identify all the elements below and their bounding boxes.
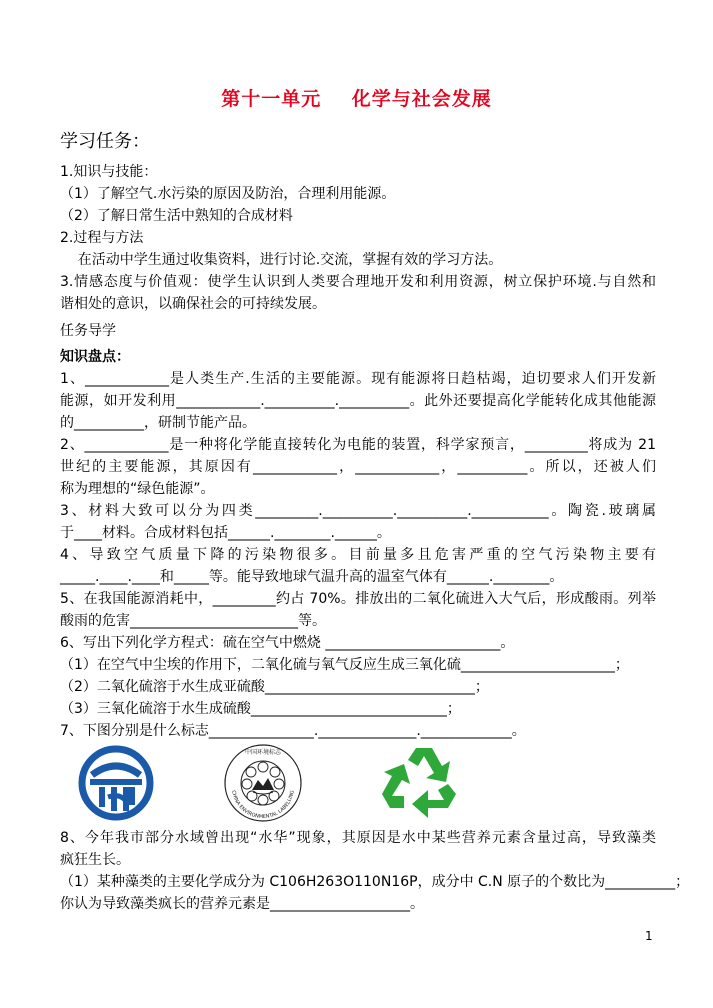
section-heading: 知识盘点： xyxy=(60,349,130,365)
text-line: 7、下图分别是什么标志_______________.______________._____________。 xyxy=(60,723,526,739)
text-line: 于____材料。合成材料包括______.________.______。 xyxy=(60,525,391,541)
recycling-icon xyxy=(380,742,464,824)
text-line: 8、今年我市部分水域曾出现“水华”现象，其原因是水中某些营养元素含量过高，导致藻类 xyxy=(60,830,656,846)
text-line: （1）某种藻类的主要化学成分为 C106H263O110N16P，成分中 C.N 原子的个数比为__________； xyxy=(60,874,690,890)
page-number: 1 xyxy=(645,929,653,943)
text-line: （1）在空气中尘埃的作用下，二氧化硫与氧气反应生成三氧化硫______________________； xyxy=(60,657,629,673)
text-line: 3.情感态度与价值观：使学生认识到人类要合理地开发和利用资源，树立保护环境.与自然和 xyxy=(60,274,656,290)
text-line: 2.过程与方法 xyxy=(60,230,144,246)
text-line: 2、____________是一种将化学能直接转化为电能的装置，科学家预言，_________将成为 21 xyxy=(60,437,656,453)
water-saving-icon xyxy=(78,745,154,821)
text-line: 1、____________是人类生产.生活的主要能源。现有能源将日趋枯竭，迫切要求人们开发新 xyxy=(60,371,656,387)
text-line: （3）三氧化硫溶于水生成硫酸____________________________； xyxy=(60,701,461,717)
text-line: （1）了解空气.水污染的原因及防治，合理利用能源。 xyxy=(60,186,396,202)
text-line: 的__________，研制节能产品。 xyxy=(60,415,256,431)
text-line: 疯狂生长。 xyxy=(60,852,130,868)
text-line: 你认为导致藻类疯长的营养元素是____________________。 xyxy=(60,896,424,912)
text-line: 称为理想的“绿色能源”。 xyxy=(60,481,215,497)
text-line: （2）了解日常生活中熟知的合成材料 xyxy=(60,208,293,224)
text-line: 酸雨的危害________________________等。 xyxy=(60,613,326,629)
seal-text-en-path: CHINA ENVIRONMENTAL LABELLING xyxy=(230,789,296,821)
environmental-label-icon xyxy=(222,742,304,824)
text-line: 能源，如开发利用____________.__________.__________。此外还要提高化学能转化成其他能源 xyxy=(60,393,656,409)
text-line: 1.知识与技能： xyxy=(60,164,158,180)
text-line: 5、在我国能源消耗中，_________约占 70%。排放出的二氧化硫进入大气后，形成酸雨。列举 xyxy=(60,591,656,607)
text-line: 6、写出下列化学方程式：硫在空气中燃烧 _________________________。 xyxy=(60,635,515,651)
text-line: （2）二氧化硫溶于水生成亚硫酸______________________________； xyxy=(60,679,489,695)
text-line: 世纪的主要能源，其原因有____________，____________，__________。所以，还被人们 xyxy=(60,459,656,475)
text-line: 在活动中学生通过收集资料，进行讨论.交流，掌握有效的学习方法。 xyxy=(60,252,503,268)
text-line: 谐相处的意识，以确保社会的可持续发展。 xyxy=(60,296,326,312)
text-line: 任务导学 xyxy=(60,323,116,339)
text-line: _____.____.____和_____等。能导致地球气温升高的温室气体有______.________。 xyxy=(60,569,564,585)
page-title: 第十一单元 化学与社会发展 xyxy=(221,88,492,110)
seal-text: 中国环境标志 xyxy=(244,749,282,756)
task-heading: 学习任务： xyxy=(60,131,150,152)
text-line: 4、导致空气质量下降的污染物很多。目前量多且危害严重的空气污染物主要有 xyxy=(60,547,656,563)
text-line: 3、材料大致可以分为四类_________.__________.__________.___________。陶瓷.玻璃属 xyxy=(60,503,656,519)
